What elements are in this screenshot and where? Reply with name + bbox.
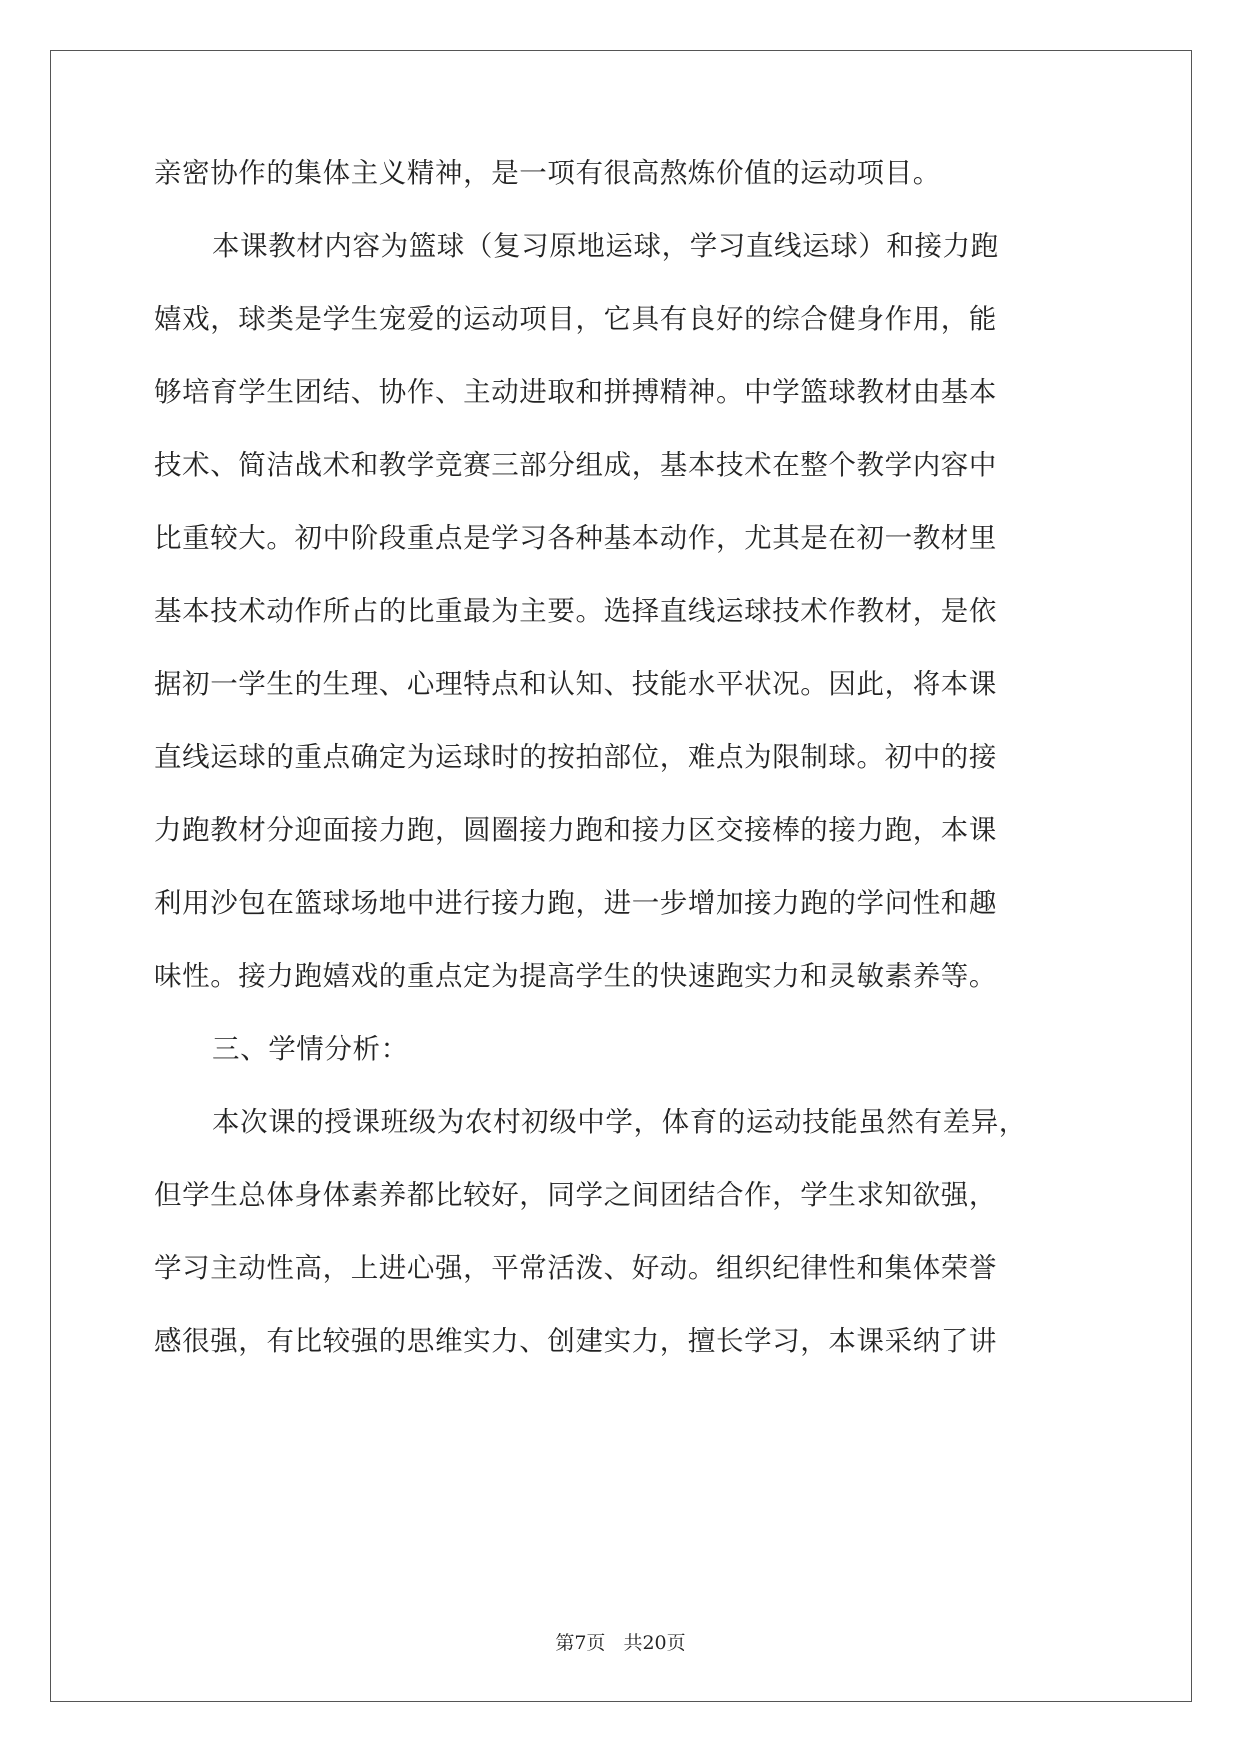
- text-line: 基本技术动作所占的比重最为主要。选择直线运球技术作教材，是依: [154, 595, 997, 627]
- page-total: 共20页: [623, 1632, 686, 1654]
- page-footer: [0, 1628, 1241, 1655]
- text-line: 比重较大。初中阶段重点是学习各种基本动作，尤其是在初一教材里: [154, 522, 997, 554]
- text-line: 技术、简洁战术和教学竞赛三部分组成，基本技术在整个教学内容中: [154, 449, 997, 481]
- text-line: 据初一学生的生理、心理特点和认知、技能水平状况。因此，将本课: [154, 668, 997, 700]
- text-line: 感很强，有比较强的思维实力、创建实力，擅长学习，本课采纳了讲: [154, 1325, 997, 1357]
- text-line: 利用沙包在篮球场地中进行接力跑，进一步增加接力跑的学问性和趣: [154, 887, 997, 919]
- section-heading: 三、学情分析：: [212, 1033, 409, 1065]
- page-border: [50, 50, 1192, 1702]
- text-line: 够培育学生团结、协作、主动进取和拼搏精神。中学篮球教材由基本: [154, 376, 997, 408]
- text-line: 力跑教材分迎面接力跑，圆圈接力跑和接力区交接棒的接力跑，本课: [154, 814, 997, 846]
- text-line: 亲密协作的集体主义精神，是一项有很高熬炼价值的运动项目。: [154, 157, 941, 189]
- text-line: 味性。接力跑嬉戏的重点定为提高学生的快速跑实力和灵敏素养等。: [154, 960, 997, 992]
- text-line: 学习主动性高，上进心强，平常活泼、好动。组织纪律性和集体荣誉: [154, 1252, 997, 1284]
- paragraph-start-line: 本次课的授课班级为农村初级中学，体育的运动技能虽然有差异，: [212, 1106, 1027, 1138]
- page-number: 第7页: [555, 1632, 606, 1654]
- text-line: 直线运球的重点确定为运球时的按拍部位，难点为限制球。初中的接: [154, 741, 997, 773]
- text-line: 嬉戏，球类是学生宠爱的运动项目，它具有良好的综合健身作用，能: [154, 303, 997, 335]
- paragraph-start-line: 本课教材内容为篮球（复习原地运球，学习直线运球）和接力跑: [212, 230, 999, 262]
- text-line: 但学生总体身体素养都比较好，同学之间团结合作，学生求知欲强，: [154, 1179, 997, 1211]
